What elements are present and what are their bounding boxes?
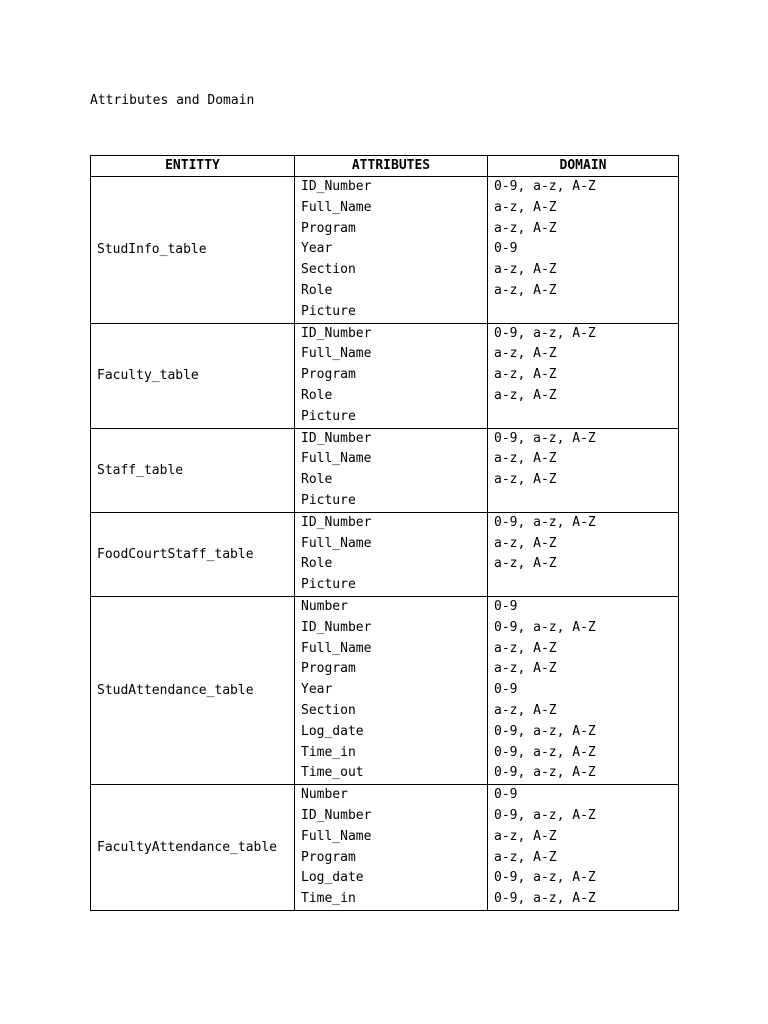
domain-value: 0-9, a-z, A-Z: [494, 891, 596, 907]
domain-value: 0-9, a-z, A-Z: [494, 870, 596, 886]
attribute-name: Log_date: [301, 723, 364, 739]
domain-value: 0-9, a-z, A-Z: [494, 179, 596, 194]
domain-value: 0-9, a-z, A-Z: [494, 744, 596, 760]
attribute-name: Program: [301, 849, 356, 865]
domain-value: a-z, A-Z: [494, 262, 557, 278]
attributes-domain-table: [90, 155, 679, 911]
attribute-name: ID_Number: [301, 179, 372, 194]
attributes-cell: [295, 177, 488, 324]
domain-value: a-z, A-Z: [494, 346, 557, 362]
attribute-name: Time_in: [301, 891, 356, 907]
domain-value: 0-9, a-z, A-Z: [494, 325, 596, 341]
domain-cell: [488, 428, 679, 512]
attribute-name: Picture: [301, 408, 356, 424]
domain-value: 0-9, a-z, A-Z: [494, 514, 596, 530]
domain-cell: [488, 512, 679, 596]
table-body: [91, 177, 679, 911]
domain-value: a-z, A-Z: [494, 282, 557, 298]
domain-value: a-z, A-Z: [494, 387, 557, 403]
attribute-name: Log_date: [301, 870, 364, 886]
attributes-column-header: ATTRIBUTES: [295, 156, 488, 177]
attribute-name: Year: [301, 682, 333, 698]
attribute-name: Program: [301, 661, 356, 677]
attribute-name: Program: [301, 367, 356, 383]
domain-value: 0-9, a-z, A-Z: [494, 619, 596, 635]
attribute-name: Picture: [301, 577, 356, 593]
domain-cell: [488, 596, 679, 784]
attribute-name: ID_Number: [301, 807, 372, 823]
domain-cell: [488, 323, 679, 428]
entity-name-cell: FacultyAttendance_table: [91, 785, 295, 911]
attribute-name: Section: [301, 262, 356, 278]
domain-value: 0-9: [494, 682, 518, 698]
entity-column-header: ENTITTY: [91, 156, 295, 177]
domain-value: a-z, A-Z: [494, 220, 557, 236]
attribute-name: Number: [301, 787, 348, 803]
domain-value: 0-9, a-z, A-Z: [494, 765, 596, 781]
domain-value: a-z, A-Z: [494, 199, 557, 215]
attributes-cell: [295, 323, 488, 428]
attributes-cell: [295, 512, 488, 596]
attribute-name: ID_Number: [301, 325, 372, 341]
attributes-cell: [295, 785, 488, 911]
attribute-name: Full_Name: [301, 346, 372, 362]
domain-value: [494, 407, 672, 428]
domain-cell: [488, 177, 679, 324]
domain-value: [494, 491, 672, 512]
attribute-name: Picture: [301, 492, 356, 508]
attribute-name: Time_out: [301, 765, 364, 781]
domain-value: a-z, A-Z: [494, 849, 557, 865]
domain-value: 0-9: [494, 598, 518, 614]
domain-value: 0-9, a-z, A-Z: [494, 807, 596, 823]
entity-name-cell: Faculty_table: [91, 323, 295, 428]
attribute-name: Full_Name: [301, 199, 372, 215]
table-row: [91, 323, 679, 428]
domain-value: 0-9, a-z, A-Z: [494, 723, 596, 739]
attribute-name: Full_Name: [301, 535, 372, 551]
entity-name-cell: StudAttendance_table: [91, 596, 295, 784]
page-title: Attributes and Domain: [90, 93, 255, 108]
domain-value: a-z, A-Z: [494, 472, 557, 488]
attribute-name: Number: [301, 598, 348, 614]
domain-value: 0-9, a-z, A-Z: [494, 430, 596, 446]
entity-name-cell: Staff_table: [91, 428, 295, 512]
entity-name-cell: FoodCourtStaff_table: [91, 512, 295, 596]
attribute-name: Role: [301, 556, 333, 572]
domain-cell: [488, 785, 679, 911]
attribute-name: Role: [301, 387, 333, 403]
table-row: [91, 428, 679, 512]
attribute-name: Full_Name: [301, 828, 372, 844]
domain-value: a-z, A-Z: [494, 828, 557, 844]
domain-value: 0-9: [494, 787, 518, 803]
table-row: [91, 177, 679, 324]
attribute-name: Year: [301, 241, 333, 257]
domain-column-header: DOMAIN: [488, 156, 679, 177]
attribute-name: Time_in: [301, 744, 356, 760]
attribute-name: ID_Number: [301, 514, 372, 530]
domain-value: a-z, A-Z: [494, 556, 557, 572]
attributes-cell: [295, 596, 488, 784]
domain-value: a-z, A-Z: [494, 702, 557, 718]
attribute-name: Full_Name: [301, 451, 372, 467]
table-header-row: [91, 156, 679, 177]
domain-value: 0-9: [494, 241, 518, 257]
attribute-name: Section: [301, 702, 356, 718]
domain-value: a-z, A-Z: [494, 451, 557, 467]
attribute-name: Full_Name: [301, 640, 372, 656]
attribute-name: Role: [301, 472, 333, 488]
attribute-name: Picture: [301, 303, 356, 319]
attributes-cell: [295, 428, 488, 512]
attribute-name: Program: [301, 220, 356, 236]
table-row: [91, 785, 679, 911]
domain-value: a-z, A-Z: [494, 640, 557, 656]
entity-name-cell: StudInfo_table: [91, 177, 295, 324]
attribute-name: ID_Number: [301, 430, 372, 446]
attribute-name: ID_Number: [301, 619, 372, 635]
domain-value: a-z, A-Z: [494, 535, 557, 551]
table-row: [91, 512, 679, 596]
domain-value: a-z, A-Z: [494, 661, 557, 677]
domain-value: a-z, A-Z: [494, 367, 557, 383]
table-row: [91, 596, 679, 784]
attribute-name: Role: [301, 282, 333, 298]
domain-value: [494, 575, 672, 596]
domain-value: [494, 302, 672, 323]
